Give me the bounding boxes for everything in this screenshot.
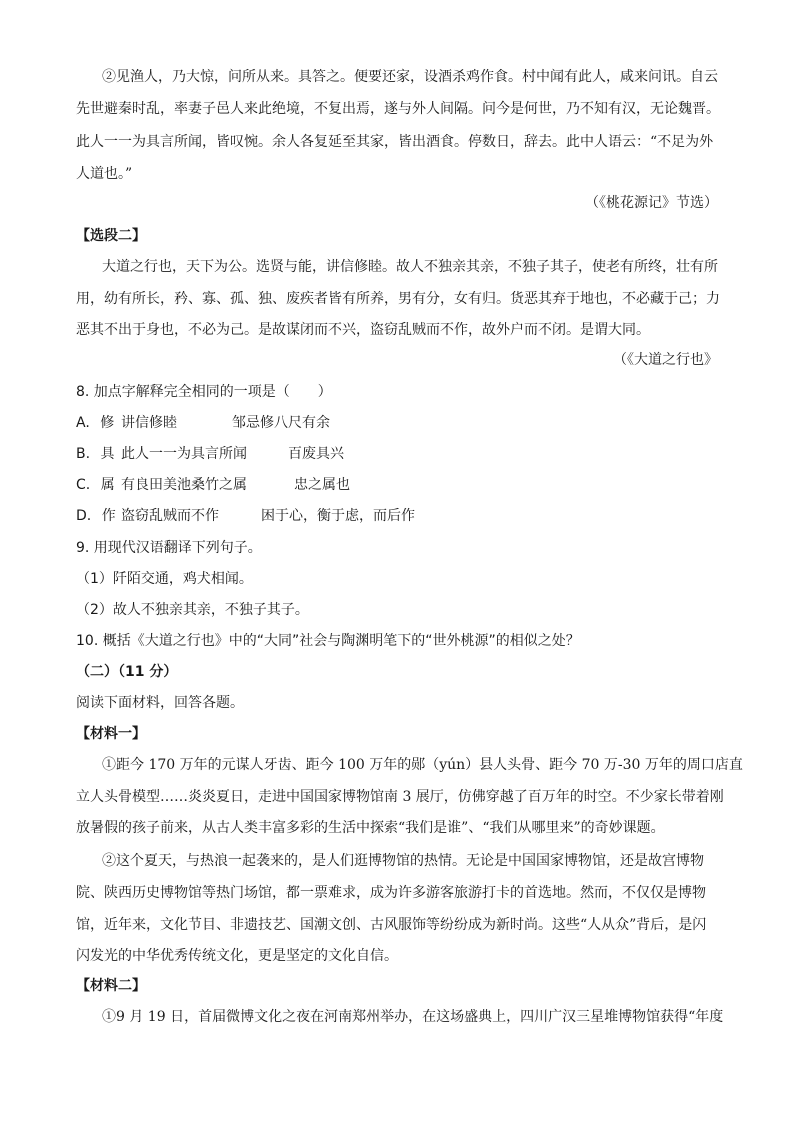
section2-source: （《大道之行也》 — [613, 352, 718, 368]
option-phrase-a: 有良田美池桑竹之属 — [121, 477, 247, 493]
passage1-line: 先世避秦时乱，率妻子邑人来此绝境，不复出焉，遂与外人间隔。问今是何世，乃不知有汉，无论魏晋。 — [76, 101, 720, 117]
passage1-line: 此人一一为具言所闻，皆叹惋。余人各复延至其家，皆出酒食。停数日，辞去。此中人语云：“不足为外 — [76, 134, 714, 150]
part2-heading: （二）（11 分） — [76, 664, 178, 680]
option-word: 作 — [101, 508, 116, 524]
part2-instruction: 阅读下面材料，回答各题。 — [76, 695, 244, 711]
section2-line: 用，幼有所长，矜、寡、孤、独、废疾者皆有所养，男有分，女有归。货恶其弃于地也，不必藏于己；力 — [76, 291, 720, 307]
material1-line: 馆，近年来，文化节目、非遗技艺、国潮文创、古风服饰等纷纷成为新时尚。这些“人从众”背后，是闪 — [76, 917, 707, 933]
question-9-1: （1）阡陌交通，鸡犬相闻。 — [76, 571, 253, 587]
material1-line: ②这个夏天，与热浪一起袭来的，是人们逛博物馆的热情。无论是中国国家博物馆，还是故宫博物 — [102, 853, 704, 869]
section2-line: 大道之行也，天下为公。选贤与能，讲信修睦。故人不独亲其亲，不独子其子，使老有所终，壮有所 — [102, 259, 718, 275]
option-phrase-a: 讲信修睦 — [121, 415, 177, 431]
passage1-line: 人道也。” — [76, 166, 133, 182]
option-phrase-a: 此人一一为具言所闻 — [121, 446, 247, 462]
option-phrase-a: 盗窃乱贼而不作 — [121, 508, 219, 524]
section2-line: 恶其不出于身也，不必为己。是故谋闭而不兴，盗窃乱贼而不作，故外户而不闭。是谓大同。 — [76, 322, 650, 338]
option-phrase-b: 忠之属也 — [294, 477, 350, 493]
material1-line: 院、陕西历史博物馆等热门场馆，都一票难求，成为许多游客旅游打卡的首选地。然而，不仅仅是博物 — [76, 885, 706, 901]
option-letter: D. — [76, 508, 92, 524]
option-word: 具 — [100, 446, 115, 462]
passage1-line: ②见渔人，乃大惊，问所从来。具答之。便要还家，设酒杀鸡作食。村中闻有此人，咸来问讯。自云 — [102, 69, 718, 85]
q8-option-c — [76, 474, 350, 494]
q8-option-b — [76, 443, 344, 463]
q8-option-d — [76, 505, 415, 525]
material1-line: 立人头骨模型……炎炎夏日，走进中国国家博物馆南 3 展厅，仿佛穿越了百万年的时空。不少家长带着刚 — [76, 789, 724, 805]
question-8: 8. 加点字解释完全相同的一项是（ ） — [76, 384, 332, 400]
section2-header: 【选段二】 — [76, 228, 146, 244]
option-phrase-b: 邹忌修八尺有余 — [232, 415, 330, 431]
option-letter: A. — [76, 415, 90, 431]
option-phrase-b: 困于心，衡于虑，而后作 — [261, 508, 415, 524]
option-letter: C. — [76, 477, 91, 493]
option-phrase-b: 百废具兴 — [288, 446, 344, 462]
option-word: 修 — [100, 415, 115, 431]
material1-header: 【材料一】 — [76, 726, 146, 742]
question-10: 10. 概括《大道之行也》中的“大同”社会与陶渊明笔下的“世外桃源”的相似之处？ — [76, 633, 580, 649]
question-9-2: （2）故人不独亲其亲，不独子其子。 — [76, 602, 309, 618]
option-letter: B. — [76, 446, 91, 462]
question-9: 9. 用现代汉语翻译下列句子。 — [76, 540, 262, 556]
material2-header: 【材料二】 — [76, 978, 146, 994]
material1-line: ①距今 170 万年的元谋人牙齿、距今 100 万年的郧（yún）县人头骨、距今 70 万-30 万年的周口店直 — [102, 757, 743, 773]
option-word: 属 — [100, 477, 115, 493]
passage1-source: （《桃花源记》节选） — [585, 195, 718, 211]
q8-option-a — [76, 412, 330, 432]
material1-line: 放暑假的孩子前来，从古人类丰富多彩的生活中探索“我们是谁”、“我们从哪里来”的奇妙课题。 — [76, 820, 665, 836]
material2-line: ①9 月 19 日，首届微博文化之夜在河南郑州举办，在这场盛典上，四川广汉三星堆博物馆获得“年度 — [102, 1009, 724, 1025]
material1-line: 闪发光的中华优秀传统文化，更是坚定的文化自信。 — [76, 948, 398, 964]
